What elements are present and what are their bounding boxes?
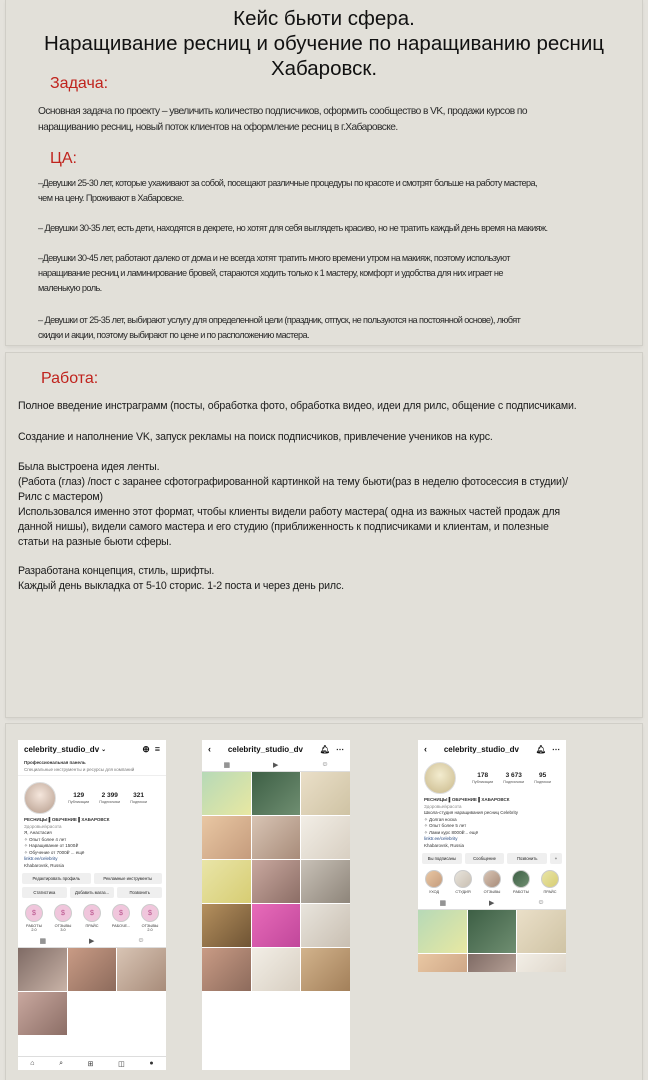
work-line-8: статьи на разные бьюти сферы. <box>18 536 172 548</box>
ad-tools-button[interactable]: Рекламные инструменты <box>94 873 163 884</box>
highlight-item[interactable]: $ ПРАЙС <box>81 904 103 932</box>
following-stat[interactable]: 321 Подписки <box>130 791 148 804</box>
pro-panel-title: Профессиональная панель <box>24 760 86 765</box>
posts-stat[interactable]: 129 Публикации <box>68 791 90 804</box>
profile-username: celebrity_studio_dv <box>24 744 100 754</box>
dollar-icon: $ <box>83 904 101 922</box>
work-line-7: данной нишы), видели самого мастера и его студию (приближенность к подписчиками и клиентам, и полезные <box>18 521 549 533</box>
profile-actions <box>418 853 566 864</box>
post-thumbnail[interactable] <box>202 860 251 903</box>
post-thumbnail[interactable] <box>301 904 350 947</box>
profile-tabs <box>202 758 350 772</box>
slide-work <box>6 353 642 717</box>
message-button[interactable]: Сообщение <box>465 853 505 864</box>
task-text-line-1: Основная задача по проекту – увеличить количество подписчиков, оформить сообщество в VK, продажи курсов по <box>38 106 527 117</box>
reels-icon[interactable]: ▶ <box>489 899 495 907</box>
highlight-item[interactable]: СТУДИЯ <box>452 870 474 894</box>
profile-summary <box>418 758 566 797</box>
reels-icon[interactable]: ▶ <box>273 761 279 769</box>
tagged-icon[interactable]: ☺ <box>321 761 329 768</box>
statistics-button[interactable]: Статистика <box>22 887 67 898</box>
profile-header <box>18 740 166 758</box>
task-text-line-2: наращиванию ресниц, новый поток клиентов на оформление ресниц в г.Хабаровске. <box>38 122 398 133</box>
dollar-icon: $ <box>141 904 159 922</box>
work-line-3: Была выстроена идея ленты. <box>18 461 160 473</box>
profile-header <box>202 740 350 758</box>
highlight-item[interactable]: $ РАБОТЫ 2.0 <box>23 904 45 932</box>
post-thumbnail[interactable] <box>202 904 251 947</box>
story-highlights <box>18 902 166 934</box>
call-button[interactable]: Позвонить <box>117 887 162 898</box>
profile-stats <box>68 792 147 805</box>
bio-link[interactable]: linktr.ee/celebrity <box>24 856 58 861</box>
post-thumbnail[interactable] <box>252 948 301 991</box>
highlight-item[interactable]: $ ОТЗЫВЫ 2.0 <box>139 904 161 932</box>
slide-case-intro <box>6 0 642 345</box>
post-thumbnail[interactable] <box>202 948 251 991</box>
audience-p3-line-2: наращивание ресниц и ламинирование бровей, стараются ходить только к 1 мастеру, комфорт и удобства для них играет не <box>38 268 503 278</box>
avatar[interactable] <box>424 762 456 794</box>
post-thumbnail[interactable] <box>301 948 350 991</box>
post-grid <box>18 948 166 1035</box>
story-highlights <box>418 868 566 896</box>
post-thumbnail[interactable] <box>418 954 467 972</box>
add-person-icon[interactable]: + <box>550 853 562 864</box>
more-icon[interactable]: ⋯ <box>336 744 344 754</box>
profile-actions-row-2 <box>18 887 166 898</box>
professional-panel[interactable] <box>18 758 166 776</box>
case-title-line-2: Наращивание ресниц и обучение по наращиванию ресниц <box>43 32 605 55</box>
add-shop-button[interactable]: Добавить магаз... <box>70 887 115 898</box>
profile-tabs <box>418 896 566 910</box>
avatar[interactable] <box>24 782 56 814</box>
profile-tabs <box>18 934 166 948</box>
highlight-item[interactable]: $ РАБОЧЕ... <box>110 904 132 932</box>
audience-p4-line-2: скидки и акции, поэтому выбирают по цене и по расположению мастера. <box>38 330 309 340</box>
instagram-feed-screenshot <box>202 740 350 1070</box>
profile-username: celebrity_studio_dv <box>443 744 519 754</box>
bell-icon[interactable]: 🔔︎ <box>319 744 330 754</box>
post-thumbnail[interactable] <box>117 948 166 991</box>
posts-stat[interactable]: 178 Публикации <box>472 771 494 784</box>
post-thumbnail[interactable] <box>68 948 117 991</box>
work-line-10: Каждый день выкладка от 5-10 сторис. 1-2 поста и через день рилс. <box>18 580 344 592</box>
grid-icon[interactable]: ▦ <box>439 899 447 907</box>
work-line-6: Использовался именно этот формат, чтобы клиенты видели работу мастера( одна из важных частей продаж для <box>18 506 561 518</box>
tagged-icon[interactable]: ☺ <box>537 899 545 906</box>
dollar-icon: $ <box>54 904 72 922</box>
call-button[interactable]: Позвонить <box>507 853 547 864</box>
post-thumbnail[interactable] <box>301 816 350 859</box>
audience-p3-line-1: –Девушки 30-45 лет, работают далеко от дома и не всегда хотят тратить много времени утром на макияж, поэтому используют <box>38 253 510 263</box>
audience-heading: ЦА: <box>50 150 77 167</box>
add-post-icon[interactable]: ⊕ <box>142 743 150 754</box>
search-icon[interactable]: ⌕ <box>59 1059 64 1067</box>
pro-panel-subtitle: Специальные инструменты и ресурсы для компаний <box>24 766 135 772</box>
work-line-2: Создание и наполнение VK, запуск рекламы на поиск подписчиков, привлечение учеников на курс. <box>18 431 493 443</box>
edit-profile-button[interactable]: Редактировать профиль <box>22 873 91 884</box>
following-button[interactable]: Вы подписаны <box>422 853 462 864</box>
task-heading: Задача: <box>50 75 109 92</box>
instagram-profile-screenshot-1 <box>18 740 166 1070</box>
back-arrow-icon[interactable]: ‹ <box>208 744 211 754</box>
following-stat[interactable]: 95 Подписки <box>534 771 552 784</box>
dollar-icon: $ <box>112 904 130 922</box>
highlight-item[interactable]: ОТЗЫВЫ <box>481 870 503 894</box>
reels-icon[interactable]: ▶ <box>89 937 95 945</box>
post-thumbnail[interactable] <box>202 772 251 815</box>
work-line-9: Разработана концепция, стиль, шрифты. <box>18 565 215 577</box>
post-thumbnail[interactable] <box>418 910 467 953</box>
post-thumbnail[interactable] <box>517 954 566 972</box>
post-thumbnail[interactable] <box>252 860 301 903</box>
case-title-line-3: Хабаровск. <box>270 57 378 80</box>
work-line-5: Рилс с мастером) <box>18 491 103 503</box>
post-thumbnail[interactable] <box>468 954 517 972</box>
profile-icon[interactable]: ● <box>149 1060 154 1067</box>
followers-stat[interactable]: 2 399 Подписчики <box>99 791 121 804</box>
more-icon[interactable]: ⋯ <box>552 744 560 754</box>
highlight-item[interactable]: $ ОТЗЫВЫ 3.0 <box>52 904 74 932</box>
post-thumbnail[interactable] <box>202 816 251 859</box>
slide-instagram-screenshots <box>6 724 642 1080</box>
work-line-4: (Работа (глаз) /пост с заранее сфотографированной картинкой на тему бьюти(раз в неделю фотосессия в студии)/ <box>18 476 568 488</box>
audience-p1-line-1: –Девушки 25-30 лет, которые ухаживают за собой, посещают различные процедуры по красоте и смотрят больше на работу мастера, <box>38 178 537 188</box>
chevron-down-icon[interactable]: ⌄ <box>101 746 107 753</box>
post-grid <box>418 910 566 972</box>
shop-icon[interactable]: ◫ <box>118 1060 125 1068</box>
tagged-icon[interactable]: ☺ <box>137 937 145 944</box>
add-icon[interactable]: ⊞ <box>87 1060 94 1068</box>
menu-icon[interactable]: ≡ <box>154 744 160 754</box>
followers-stat[interactable]: 3 673 Подписчики <box>503 771 525 784</box>
grid-icon[interactable]: ▦ <box>39 937 47 945</box>
profile-header <box>418 740 566 758</box>
post-thumbnail[interactable] <box>18 948 67 991</box>
post-thumbnail[interactable] <box>252 772 301 815</box>
work-heading: Работа: <box>41 370 99 387</box>
back-arrow-icon[interactable]: ‹ <box>424 744 427 754</box>
instagram-profile-screenshot-2 <box>418 740 566 972</box>
bell-icon[interactable]: 🔔︎ <box>535 744 546 754</box>
highlight-item[interactable]: УХОД <box>423 870 445 894</box>
profile-bio: РЕСНИЦЫ ▌ОБУЧЕНИЕ ▌ХАБАРОВСК Здоровье/красота Я, Анастасия ✧ Опыт более 4 лет ✧ Наращивание от 1500₽ ✧ Обучение от 7000₽ ... ещё linktr.ee/celebrity Khabarovsk, Russia <box>18 817 166 869</box>
profile-summary <box>18 776 166 817</box>
profile-actions-row-1 <box>18 873 166 884</box>
post-thumbnail[interactable] <box>252 904 301 947</box>
bottom-navigation <box>18 1056 166 1070</box>
post-thumbnail[interactable] <box>252 816 301 859</box>
highlight-item[interactable]: РАБОТЫ <box>510 870 532 894</box>
audience-p3-line-3: маленькую роль. <box>38 283 102 293</box>
profile-stats <box>472 772 551 785</box>
work-line-1: Полное введение инстраграмм (посты, обработка фото, обработка видео, идеи для рилс, общение с подписчиками. <box>18 400 577 412</box>
grid-icon[interactable]: ▦ <box>223 761 231 769</box>
post-thumbnail[interactable] <box>301 860 350 903</box>
post-thumbnail[interactable] <box>517 910 566 953</box>
post-thumbnail[interactable] <box>468 910 517 953</box>
profile-username: celebrity_studio_dv <box>227 744 303 754</box>
post-thumbnail[interactable] <box>301 772 350 815</box>
post-thumbnail[interactable] <box>18 992 67 1035</box>
highlight-item[interactable]: ПРАЙС <box>539 870 561 894</box>
bio-link[interactable]: linktr.ee/celebrity <box>424 836 458 841</box>
dollar-icon: $ <box>25 904 43 922</box>
profile-bio: РЕСНИЦЫ ▌ОБУЧЕНИЕ ▌ХАБАРОВСК Здоровье/красота Школа-студия наращивания ресниц Celebrity ✧ Долгая носка ✧ Опыт более 5 лет ✧ Лами курс 8000₽... ещё linktr.ee/celebrity Khabarovsk, Russia <box>418 797 566 849</box>
audience-p1-line-2: чем на цену. Проживают в Хабаровске. <box>38 193 184 203</box>
home-icon[interactable]: ⌂ <box>30 1060 35 1067</box>
case-title-line-1: Кейс бьюти сфера. <box>233 7 415 30</box>
post-grid <box>202 772 350 991</box>
audience-p4-line-1: – Девушки от 25-35 лет, выбирают услугу для определенной цели (праздник, отпуск, не пользуются на постоянной основе), любят <box>38 315 521 325</box>
audience-p2-line-1: – Девушки 30-35 лет, есть дети, находятся в декрете, но хотят для себя выглядеть красиво, но не тратить каждый день время на макияж. <box>38 223 548 233</box>
